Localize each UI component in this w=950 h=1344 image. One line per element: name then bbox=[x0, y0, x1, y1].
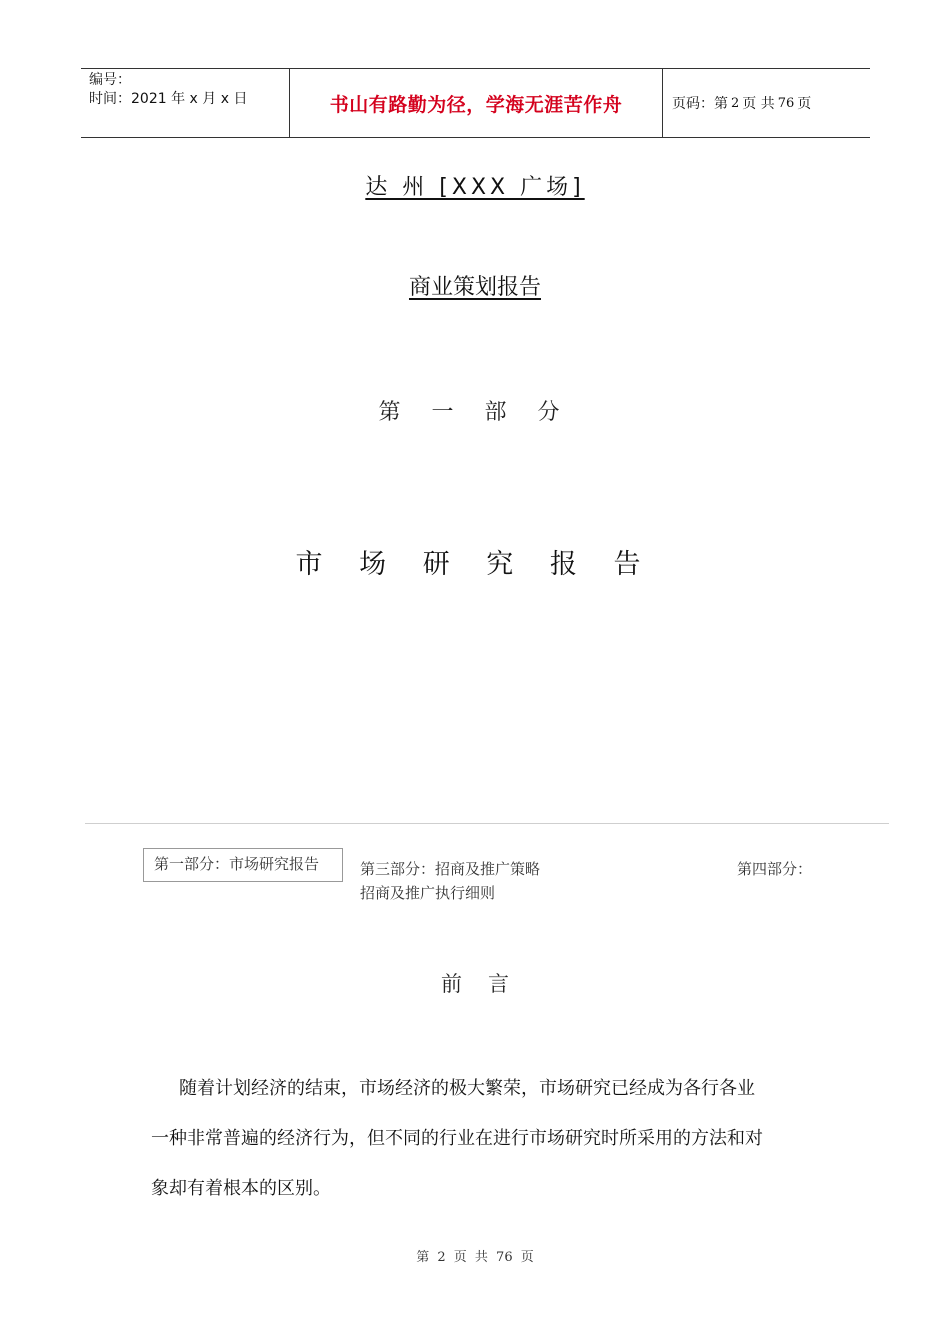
header-page-info bbox=[663, 69, 870, 137]
header-time-label: 时间：2021 年 x 月 x 日 bbox=[89, 91, 248, 107]
header-number-label: 编号： bbox=[89, 72, 131, 88]
preface-heading: 前言 bbox=[441, 972, 535, 996]
header-page-prefix: 页码：第 bbox=[672, 96, 728, 112]
tab-part-one[interactable]: 第一部分：市场研究报告 bbox=[143, 848, 343, 882]
section-divider bbox=[85, 823, 889, 824]
section-three-title: 第三部分：招商及推广策略 bbox=[360, 860, 541, 878]
title-report-type: 商业策划报告 bbox=[408, 275, 541, 300]
preface-line: 随着计划经济的结束，市场经济的极大繁荣，市场研究已经成为各行各业 bbox=[179, 1078, 755, 1099]
part-heading: 第 一 部 分 bbox=[378, 400, 572, 425]
header-meta bbox=[81, 69, 290, 137]
header-page-suffix: 页 bbox=[797, 96, 812, 112]
title-line-1 bbox=[0, 170, 950, 201]
preface-line: 一种非常普遍的经济行为，但不同的行业在进行市场研究时所采用的方法和对 bbox=[151, 1128, 763, 1149]
preface-paragraph bbox=[151, 1064, 811, 1214]
preface-line: 象却有着根本的区别。 bbox=[151, 1178, 331, 1199]
title-project-name: 达 州 [XXX 广场] bbox=[365, 175, 585, 200]
title-line-2 bbox=[0, 270, 950, 301]
page-footer: 第 2 页 共 76 页 bbox=[416, 1250, 534, 1265]
header-motto: 书山有路勤为径，学海无涯苦作舟 bbox=[290, 69, 663, 137]
section-three-subtitle: 招商及推广执行细则 bbox=[360, 884, 496, 902]
section-four: 第四部分： bbox=[737, 860, 813, 878]
section-three bbox=[360, 857, 540, 905]
header-page-total: 76 bbox=[777, 95, 795, 111]
document-header bbox=[81, 68, 870, 138]
header-page-middle: 页 共 bbox=[742, 96, 775, 112]
report-heading: 市 场 研 究 报 告 bbox=[295, 549, 655, 580]
header-page-current: 2 bbox=[731, 95, 740, 111]
